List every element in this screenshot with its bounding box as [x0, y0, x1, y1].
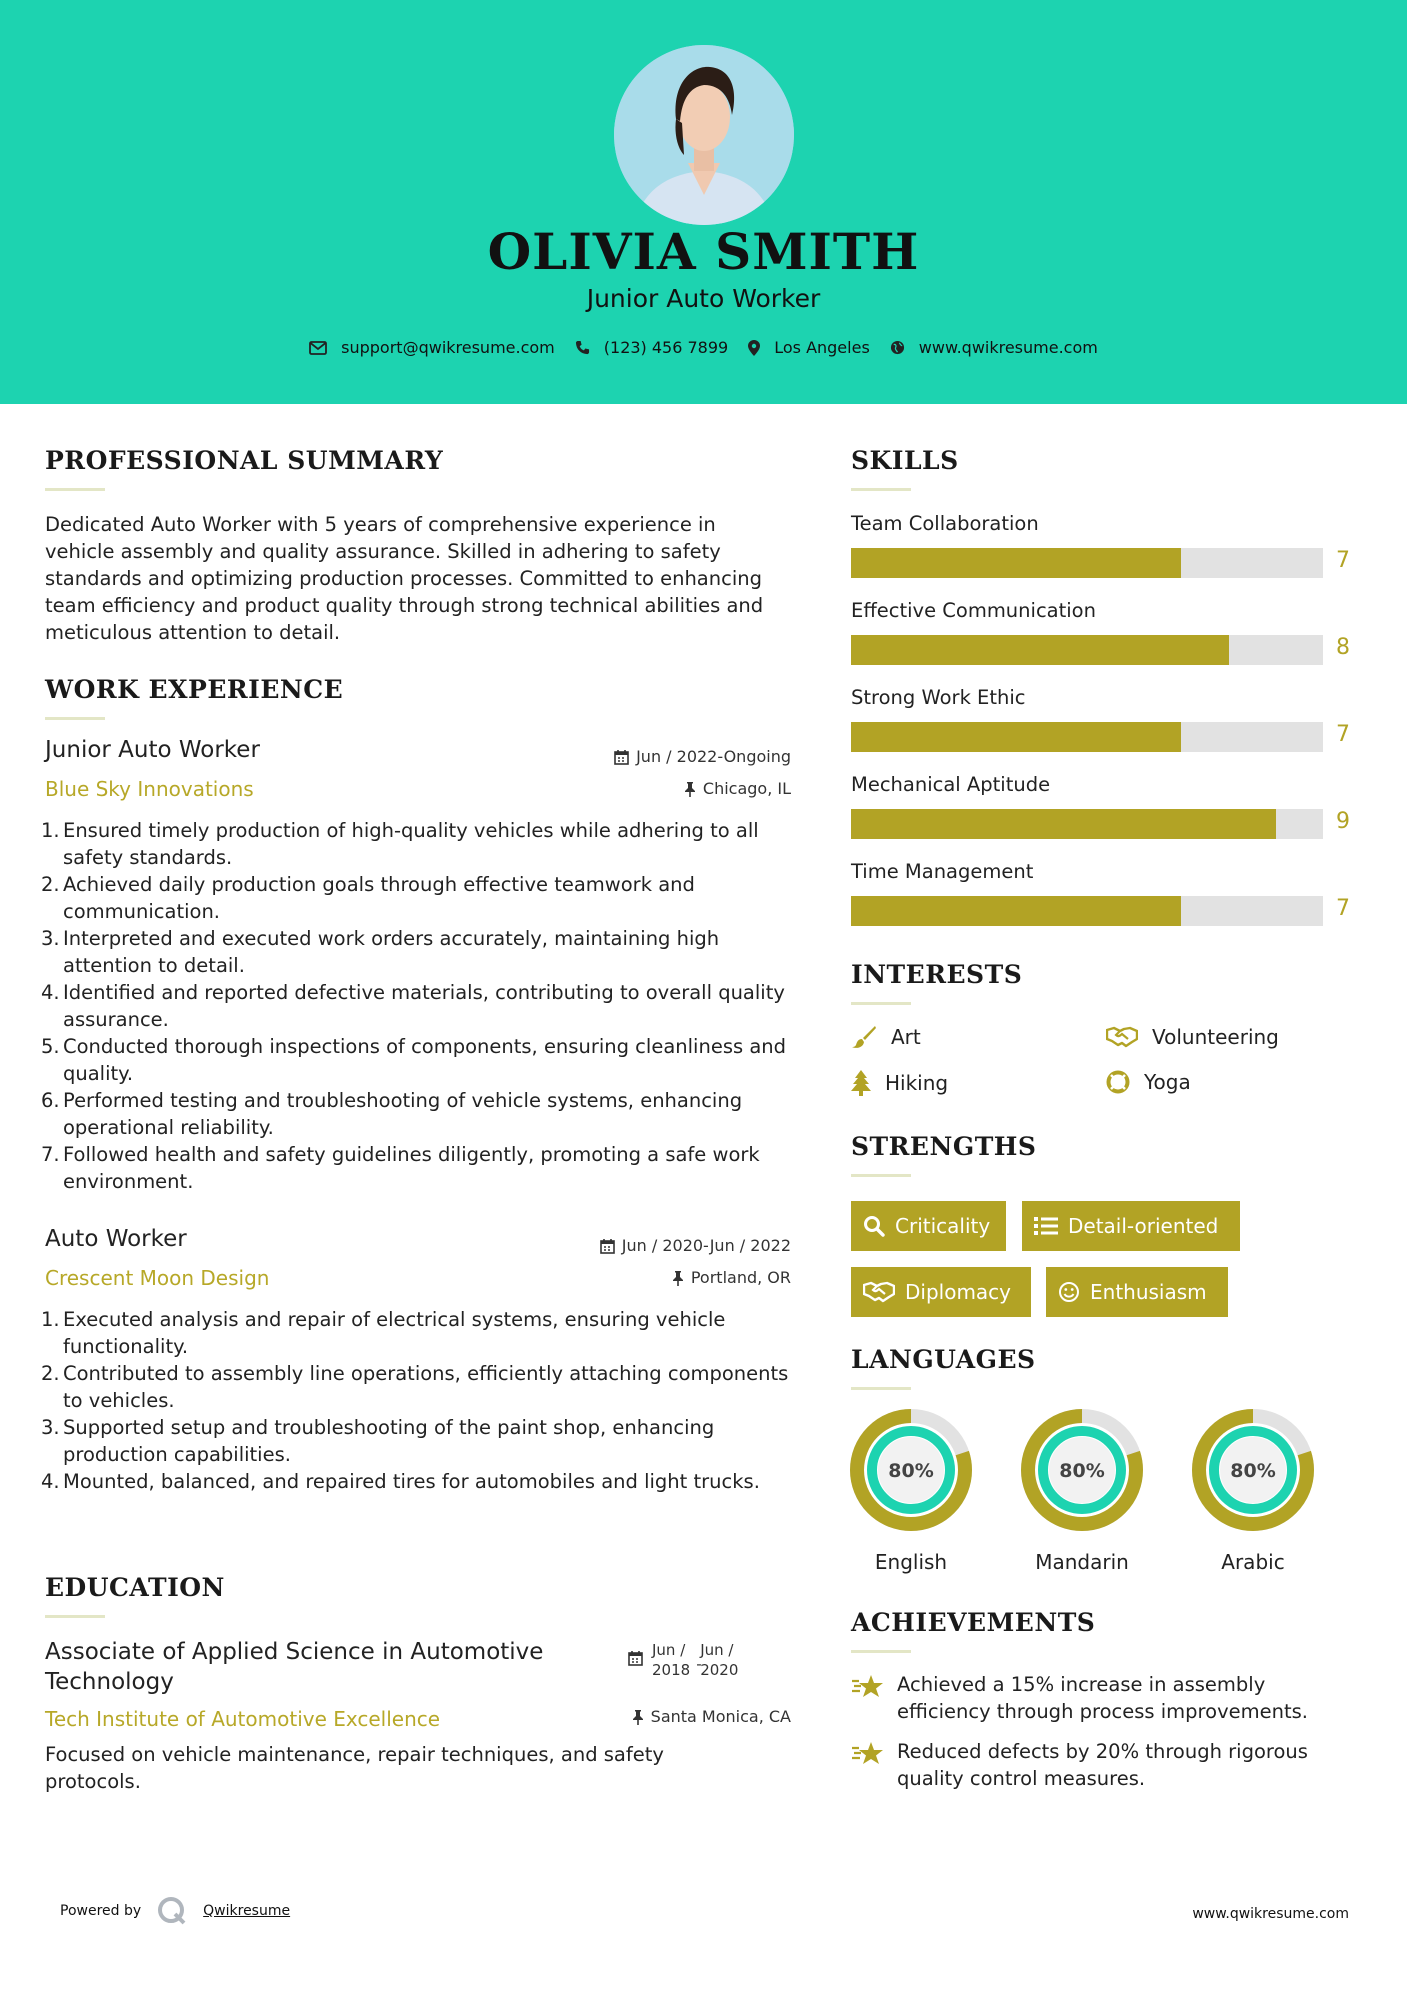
company-name: Crescent Moon Design	[45, 1266, 270, 1290]
job-location-text: Portland, OR	[690, 1268, 791, 1287]
degree-title	[45, 1637, 543, 1697]
brand-link[interactable]: Qwikresume	[203, 1903, 291, 1919]
phone-text: (123) 456 7899	[603, 338, 729, 357]
skill-value: 7	[1336, 548, 1350, 573]
skill-bar	[851, 896, 1323, 926]
interest-label: Yoga	[1144, 1070, 1191, 1094]
skills-heading: SKILLS	[851, 446, 959, 475]
strength-tag	[851, 1267, 1031, 1317]
skill-value: 7	[1336, 722, 1350, 747]
map-pin-icon	[748, 340, 760, 356]
skill-bar-fill	[851, 896, 1181, 926]
list-item: 3. Interpreted and executed work orders accurately, maintaining high attention to detail.	[41, 927, 720, 977]
envelope-icon	[309, 341, 327, 355]
skill-bar	[851, 635, 1323, 665]
tree-icon	[851, 1070, 871, 1096]
header-banner	[0, 0, 1407, 404]
language-percent: 80%	[1059, 1460, 1105, 1482]
candidate-title: Junior Auto Worker	[586, 284, 821, 313]
language-name: Mandarin	[1035, 1550, 1129, 1574]
search-icon	[863, 1215, 885, 1237]
language-percent: 80%	[1230, 1460, 1276, 1482]
languages-underline	[851, 1387, 911, 1390]
interest-item	[851, 1070, 948, 1096]
job-bullets	[41, 817, 795, 1195]
list-item: 4. Mounted, balanced, and repaired tires for automobiles and light trucks.	[41, 1470, 760, 1493]
education-description: Focused on vehicle maintenance, repair techniques, and safety protocols.	[45, 1743, 664, 1793]
footer-url[interactable]: www.qwikresume.com	[1192, 1906, 1349, 1922]
skill-value: 8	[1336, 635, 1350, 660]
contact-bar	[0, 338, 1407, 357]
achievements-underline	[851, 1650, 911, 1653]
interests-underline	[851, 1002, 911, 1005]
language-donut	[849, 1408, 973, 1532]
languages-heading: LANGUAGES	[851, 1345, 1036, 1374]
achievement-item	[851, 1671, 1351, 1725]
skill-label: Strong Work Ethic	[851, 686, 1026, 709]
school-name: Tech Institute of Automotive Excellence	[45, 1707, 441, 1731]
end-year: 2020	[700, 1661, 739, 1679]
list-item: 2. Achieved daily production goals through effective teamwork and communication.	[41, 873, 695, 923]
list-item: 2. Contributed to assembly line operations, efficiently attaching components to vehicles.	[41, 1362, 789, 1412]
summary-heading: PROFESSIONAL SUMMARY	[45, 446, 444, 475]
job-dates	[614, 747, 791, 766]
phone-icon	[575, 340, 590, 355]
pushpin-icon	[632, 1709, 644, 1725]
language-donut	[1191, 1408, 1315, 1532]
skill-value: 7	[1336, 896, 1350, 921]
company-name: Blue Sky Innovations	[45, 777, 254, 801]
star-award-icon	[851, 1740, 885, 1768]
list-item: 7. Followed health and safety guidelines diligently, promoting a safe work environment.	[41, 1143, 760, 1193]
footer-powered-by	[60, 1896, 290, 1926]
strength-tag	[1046, 1267, 1228, 1317]
calendar-icon	[628, 1650, 643, 1666]
contact-location	[748, 338, 870, 357]
language-percent: 80%	[888, 1460, 934, 1482]
language-item	[1191, 1408, 1315, 1574]
strength-label: Enthusiasm	[1090, 1280, 1207, 1304]
paintbrush-icon	[851, 1025, 877, 1049]
lifering-icon	[1106, 1070, 1130, 1094]
skill-bar	[851, 809, 1323, 839]
interest-label: Art	[891, 1025, 921, 1049]
strengths-underline	[851, 1174, 911, 1177]
summary-text: Dedicated Auto Worker with 5 years of comprehensive experience in vehicle assembly and quality assurance. Skilled in adhering to safety standards and optimizing production processes. Committed to enhancing team efficiency and product quality through strong technical abilities and meticulous attention to detail.	[45, 513, 764, 644]
interest-label: Hiking	[885, 1071, 949, 1095]
website-text: www.qwikresume.com	[918, 338, 1098, 357]
skill-bar-fill	[851, 722, 1181, 752]
education-heading: EDUCATION	[45, 1573, 225, 1602]
smile-icon	[1058, 1281, 1080, 1303]
contact-email[interactable]	[309, 338, 555, 357]
skill-label: Effective Communication	[851, 599, 1096, 622]
language-name: Arabic	[1221, 1550, 1285, 1574]
language-name: English	[874, 1550, 948, 1574]
interest-item	[1106, 1070, 1191, 1094]
language-donut	[1020, 1408, 1144, 1532]
job-dates	[600, 1236, 791, 1255]
language-item	[1020, 1408, 1144, 1574]
skill-bar	[851, 722, 1323, 752]
strength-label: Detail-oriented	[1068, 1214, 1219, 1238]
list-item: 1. Executed analysis and repair of electrical systems, ensuring vehicle functionality.	[41, 1308, 726, 1358]
summary-underline	[45, 488, 105, 491]
job-title: Auto Worker	[45, 1226, 187, 1252]
calendar-icon	[614, 749, 629, 765]
skill-value: 9	[1336, 809, 1350, 834]
achievements-heading: ACHIEVEMENTS	[851, 1608, 1096, 1637]
list-item: 3. Supported setup and troubleshooting of the paint shop, enhancing production capabilities.	[41, 1416, 715, 1466]
contact-website[interactable]	[890, 338, 1098, 357]
skill-bar-fill	[851, 635, 1229, 665]
strength-label: Diplomacy	[905, 1280, 1012, 1304]
contact-phone[interactable]	[575, 338, 728, 357]
interest-item	[851, 1025, 921, 1049]
job-dates-text: Jun / 2020-Jun / 2022	[621, 1236, 791, 1255]
pushpin-icon	[684, 781, 696, 797]
qwikresume-logo-icon	[157, 1896, 187, 1926]
job-title: Junior Auto Worker	[45, 737, 260, 763]
handshake-icon	[863, 1281, 895, 1303]
skill-bar-fill	[851, 548, 1181, 578]
location-text: Los Angeles	[774, 338, 870, 357]
skill-label: Mechanical Aptitude	[851, 773, 1051, 796]
email-text: support@qwikresume.com	[341, 338, 555, 357]
list-icon	[1034, 1216, 1058, 1236]
education-location	[632, 1707, 791, 1726]
language-item	[849, 1408, 973, 1574]
strength-tag	[851, 1201, 1006, 1251]
degree-line: Technology	[45, 1669, 174, 1695]
globe-icon	[890, 340, 905, 355]
skill-label: Team Collaboration	[851, 512, 1039, 535]
start-month: Jun /	[652, 1641, 686, 1659]
experience-underline	[45, 717, 105, 720]
interest-item	[1106, 1025, 1279, 1049]
degree-line: Associate of Applied Science in Automotive	[45, 1639, 544, 1665]
calendar-icon	[600, 1238, 615, 1254]
candidate-name: OLIVIA SMITH	[487, 222, 920, 281]
star-award-icon	[851, 1673, 885, 1701]
powered-by-text: Powered by	[60, 1903, 142, 1919]
skill-bar-fill	[851, 809, 1276, 839]
list-item: 6. Performed testing and troubleshooting of vehicle systems, enhancing operational reliability.	[41, 1089, 743, 1139]
start-year: 2018	[652, 1661, 691, 1679]
achievement-text: Reduced defects by 20% through rigorous quality control measures.	[897, 1740, 1308, 1790]
pushpin-icon	[672, 1270, 684, 1286]
handshake-icon	[1106, 1026, 1138, 1048]
strength-label: Criticality	[895, 1214, 991, 1238]
list-item: 1. Ensured timely production of high-quality vehicles while adhering to all safety standards.	[41, 819, 759, 869]
education-dates	[628, 1640, 738, 1680]
job-location	[672, 1268, 791, 1287]
date-separator: -	[696, 1655, 702, 1673]
job-bullets	[41, 1306, 795, 1495]
profile-photo	[614, 45, 794, 225]
achievement-text: Achieved a 15% increase in assembly efficiency through process improvements.	[897, 1673, 1308, 1723]
job-dates-text: Jun / 2022-Ongoing	[636, 747, 791, 766]
strengths-heading: STRENGTHS	[851, 1132, 1037, 1161]
education-location-text: Santa Monica, CA	[650, 1707, 791, 1726]
strength-tag	[1022, 1201, 1240, 1251]
interests-heading: INTERESTS	[851, 960, 1023, 989]
skill-label: Time Management	[851, 860, 1034, 883]
experience-heading: WORK EXPERIENCE	[45, 675, 344, 704]
achievement-item	[851, 1738, 1351, 1792]
end-month: Jun /	[700, 1641, 734, 1659]
interest-label: Volunteering	[1152, 1025, 1279, 1049]
list-item: 4. Identified and reported defective materials, contributing to overall quality assurance.	[41, 981, 785, 1031]
job-location-text: Chicago, IL	[702, 779, 791, 798]
education-underline	[45, 1615, 105, 1618]
job-location	[684, 779, 791, 798]
skills-underline	[851, 488, 911, 491]
list-item: 5. Conducted thorough inspections of components, ensuring cleanliness and quality.	[41, 1035, 787, 1085]
skill-bar	[851, 548, 1323, 578]
